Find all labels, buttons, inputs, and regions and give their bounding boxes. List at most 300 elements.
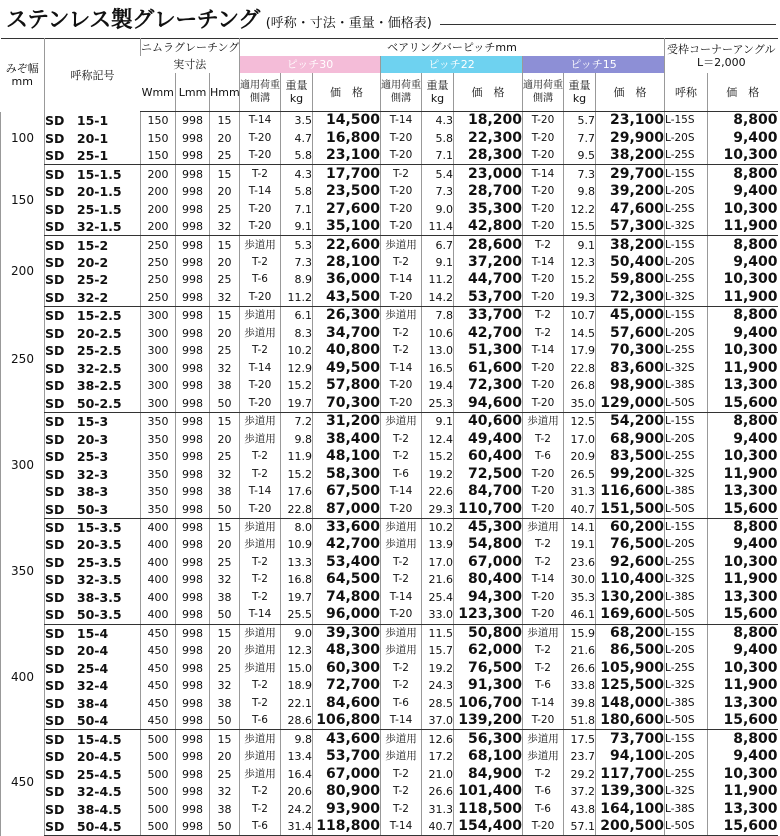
product-code-cell: SD 25-3 bbox=[45, 448, 141, 465]
table-row bbox=[1, 236, 778, 254]
price-pitch-15-cell: 57,300 bbox=[596, 218, 665, 236]
price-pitch-15-cell: 57,600 bbox=[596, 325, 665, 342]
load-pitch-22-cell: T-14 bbox=[381, 360, 422, 377]
weight-pitch-22-cell: 24.3 bbox=[422, 677, 454, 694]
length-mm-cell: 998 bbox=[176, 183, 210, 200]
load-pitch-30-cell: T-14 bbox=[240, 483, 281, 500]
header-weight-15: 重量 kg bbox=[564, 73, 596, 112]
price-pitch-15-cell: 45,000 bbox=[596, 307, 665, 325]
load-pitch-15-cell: T-14 bbox=[523, 254, 564, 271]
load-pitch-30-cell: T-20 bbox=[240, 377, 281, 394]
load-pitch-22-cell: T-20 bbox=[381, 289, 422, 307]
load-pitch-30-cell: 歩道用 bbox=[240, 642, 281, 659]
angle-price-cell: 11,900 bbox=[708, 218, 778, 236]
weight-pitch-22-cell: 13.0 bbox=[422, 342, 454, 359]
product-code-cell: SD 38-3.5 bbox=[45, 589, 141, 606]
height-mm-cell: 25 bbox=[210, 660, 240, 677]
height-mm-cell: 25 bbox=[210, 554, 240, 571]
weight-pitch-22-cell: 37.0 bbox=[422, 712, 454, 730]
weight-pitch-22-cell: 40.7 bbox=[422, 818, 454, 836]
price-pitch-30-cell: 28,100 bbox=[313, 254, 381, 271]
product-code-cell: SD 38-3 bbox=[45, 483, 141, 500]
length-mm-cell: 998 bbox=[176, 589, 210, 606]
weight-pitch-22-cell: 7.3 bbox=[422, 183, 454, 200]
price-pitch-22-cell: 118,500 bbox=[454, 800, 523, 817]
angle-name-cell: L-38S bbox=[665, 377, 708, 394]
load-pitch-22-cell: T-2 bbox=[381, 660, 422, 677]
product-code-cell: SD 32-4.5 bbox=[45, 783, 141, 800]
weight-pitch-22-cell: 10.6 bbox=[422, 325, 454, 342]
weight-pitch-15-cell: 26.6 bbox=[564, 660, 596, 677]
product-code-cell: SD 20-2 bbox=[45, 254, 141, 271]
product-code-cell: SD 25-1 bbox=[45, 147, 141, 165]
header-pitch-15: ピッチ15 bbox=[523, 56, 665, 73]
width-mm-cell: 150 bbox=[141, 147, 176, 165]
weight-pitch-30-cell: 9.1 bbox=[281, 218, 313, 236]
weight-pitch-30-cell: 9.0 bbox=[281, 624, 313, 642]
table-row bbox=[1, 412, 778, 430]
load-pitch-15-cell: T-2 bbox=[523, 536, 564, 553]
angle-price-cell: 8,800 bbox=[708, 624, 778, 642]
weight-pitch-15-cell: 26.8 bbox=[564, 377, 596, 394]
load-pitch-30-cell: T-14 bbox=[240, 606, 281, 624]
price-pitch-15-cell: 76,500 bbox=[596, 536, 665, 553]
load-pitch-15-cell: T-20 bbox=[523, 147, 564, 165]
load-pitch-30-cell: 歩道用 bbox=[240, 624, 281, 642]
load-pitch-30-cell: 歩道用 bbox=[240, 412, 281, 430]
load-pitch-22-cell: T-14 bbox=[381, 712, 422, 730]
angle-name-cell: L-32S bbox=[665, 289, 708, 307]
load-pitch-22-cell: T-20 bbox=[381, 200, 422, 217]
load-pitch-15-cell: T-2 bbox=[523, 236, 564, 254]
angle-price-cell: 15,600 bbox=[708, 606, 778, 624]
groove-width-cell: 450 bbox=[1, 730, 45, 836]
height-mm-cell: 20 bbox=[210, 430, 240, 447]
product-code-cell: SD 32-4 bbox=[45, 677, 141, 694]
width-mm-cell: 200 bbox=[141, 165, 176, 183]
height-mm-cell: 32 bbox=[210, 677, 240, 694]
weight-pitch-15-cell: 14.5 bbox=[564, 325, 596, 342]
length-mm-cell: 998 bbox=[176, 325, 210, 342]
load-pitch-30-cell: 歩道用 bbox=[240, 236, 281, 254]
weight-pitch-15-cell: 15.2 bbox=[564, 271, 596, 288]
width-mm-cell: 350 bbox=[141, 448, 176, 465]
table-row bbox=[1, 325, 778, 342]
load-pitch-30-cell: T-2 bbox=[240, 800, 281, 817]
weight-pitch-15-cell: 12.5 bbox=[564, 412, 596, 430]
height-mm-cell: 20 bbox=[210, 254, 240, 271]
price-pitch-15-cell: 54,200 bbox=[596, 412, 665, 430]
groove-width-cell: 400 bbox=[1, 624, 45, 730]
header-angle-name: 呼称 bbox=[665, 73, 708, 112]
price-pitch-22-cell: 68,100 bbox=[454, 748, 523, 765]
angle-name-cell: L-25S bbox=[665, 342, 708, 359]
weight-pitch-22-cell: 19.2 bbox=[422, 465, 454, 482]
weight-pitch-15-cell: 51.8 bbox=[564, 712, 596, 730]
load-pitch-15-cell: T-20 bbox=[523, 500, 564, 518]
weight-pitch-22-cell: 15.7 bbox=[422, 642, 454, 659]
price-pitch-22-cell: 23,000 bbox=[454, 165, 523, 183]
load-pitch-22-cell: T-14 bbox=[381, 818, 422, 836]
width-mm-cell: 450 bbox=[141, 624, 176, 642]
weight-pitch-30-cell: 9.8 bbox=[281, 430, 313, 447]
width-mm-cell: 150 bbox=[141, 129, 176, 146]
product-code-cell: SD 50-2.5 bbox=[45, 395, 141, 413]
price-pitch-30-cell: 93,900 bbox=[313, 800, 381, 817]
price-pitch-22-cell: 110,700 bbox=[454, 500, 523, 518]
weight-pitch-15-cell: 31.3 bbox=[564, 483, 596, 500]
load-pitch-22-cell: 歩道用 bbox=[381, 730, 422, 748]
width-mm-cell: 250 bbox=[141, 289, 176, 307]
height-mm-cell: 20 bbox=[210, 129, 240, 146]
angle-name-cell: L-15S bbox=[665, 236, 708, 254]
weight-pitch-30-cell: 16.8 bbox=[281, 571, 313, 588]
load-pitch-30-cell: T-14 bbox=[240, 360, 281, 377]
length-mm-cell: 998 bbox=[176, 360, 210, 377]
height-mm-cell: 50 bbox=[210, 606, 240, 624]
price-pitch-22-cell: 37,200 bbox=[454, 254, 523, 271]
weight-pitch-22-cell: 5.8 bbox=[422, 129, 454, 146]
table-row bbox=[1, 112, 778, 130]
height-mm-cell: 50 bbox=[210, 818, 240, 836]
length-mm-cell: 998 bbox=[176, 236, 210, 254]
height-mm-cell: 25 bbox=[210, 448, 240, 465]
width-mm-cell: 250 bbox=[141, 254, 176, 271]
length-mm-cell: 998 bbox=[176, 112, 210, 130]
header-wmm: Wmm bbox=[141, 73, 176, 112]
width-mm-cell: 500 bbox=[141, 783, 176, 800]
load-pitch-15-cell: T-20 bbox=[523, 818, 564, 836]
weight-pitch-15-cell: 12.3 bbox=[564, 254, 596, 271]
weight-pitch-15-cell: 35.0 bbox=[564, 395, 596, 413]
price-pitch-15-cell: 125,500 bbox=[596, 677, 665, 694]
price-pitch-15-cell: 92,600 bbox=[596, 554, 665, 571]
angle-price-cell: 15,600 bbox=[708, 818, 778, 836]
table-row bbox=[1, 554, 778, 571]
table-row bbox=[1, 660, 778, 677]
weight-pitch-22-cell: 7.8 bbox=[422, 307, 454, 325]
width-mm-cell: 350 bbox=[141, 465, 176, 482]
product-code-cell: SD 25-4.5 bbox=[45, 765, 141, 782]
angle-price-cell: 9,400 bbox=[708, 325, 778, 342]
weight-pitch-15-cell: 12.2 bbox=[564, 200, 596, 217]
load-pitch-22-cell: T-2 bbox=[381, 783, 422, 800]
length-mm-cell: 998 bbox=[176, 395, 210, 413]
price-pitch-15-cell: 59,800 bbox=[596, 271, 665, 288]
product-code-cell: SD 38-4 bbox=[45, 694, 141, 711]
load-pitch-15-cell: T-2 bbox=[523, 765, 564, 782]
angle-name-cell: L-20S bbox=[665, 642, 708, 659]
height-mm-cell: 15 bbox=[210, 165, 240, 183]
weight-pitch-30-cell: 11.2 bbox=[281, 289, 313, 307]
product-code-cell: SD 20-2.5 bbox=[45, 325, 141, 342]
weight-pitch-30-cell: 3.5 bbox=[281, 112, 313, 130]
price-pitch-15-cell: 38,200 bbox=[596, 147, 665, 165]
weight-pitch-22-cell: 21.6 bbox=[422, 571, 454, 588]
price-pitch-15-cell: 98,900 bbox=[596, 377, 665, 394]
weight-pitch-22-cell: 15.2 bbox=[422, 448, 454, 465]
table-row bbox=[1, 218, 778, 236]
table-row bbox=[1, 448, 778, 465]
width-mm-cell: 350 bbox=[141, 430, 176, 447]
angle-price-cell: 8,800 bbox=[708, 518, 778, 536]
weight-pitch-30-cell: 20.6 bbox=[281, 783, 313, 800]
load-pitch-22-cell: 歩道用 bbox=[381, 307, 422, 325]
weight-pitch-15-cell: 43.8 bbox=[564, 800, 596, 817]
load-pitch-30-cell: T-6 bbox=[240, 271, 281, 288]
price-pitch-22-cell: 35,300 bbox=[454, 200, 523, 217]
angle-name-cell: L-38S bbox=[665, 800, 708, 817]
height-mm-cell: 20 bbox=[210, 325, 240, 342]
weight-pitch-15-cell: 40.7 bbox=[564, 500, 596, 518]
price-pitch-30-cell: 31,200 bbox=[313, 412, 381, 430]
angle-name-cell: L-32S bbox=[665, 465, 708, 482]
price-pitch-30-cell: 17,700 bbox=[313, 165, 381, 183]
table-row bbox=[1, 360, 778, 377]
price-pitch-22-cell: 42,700 bbox=[454, 325, 523, 342]
load-pitch-30-cell: T-14 bbox=[240, 112, 281, 130]
load-pitch-22-cell: T-20 bbox=[381, 606, 422, 624]
angle-price-cell: 13,300 bbox=[708, 800, 778, 817]
angle-name-cell: L-38S bbox=[665, 483, 708, 500]
load-pitch-15-cell: T-20 bbox=[523, 112, 564, 130]
angle-name-cell: L-15S bbox=[665, 412, 708, 430]
height-mm-cell: 15 bbox=[210, 624, 240, 642]
width-mm-cell: 400 bbox=[141, 536, 176, 553]
weight-pitch-15-cell: 37.2 bbox=[564, 783, 596, 800]
angle-price-cell: 10,300 bbox=[708, 342, 778, 359]
angle-price-cell: 8,800 bbox=[708, 112, 778, 130]
product-code-cell: SD 20-4 bbox=[45, 642, 141, 659]
angle-price-cell: 11,900 bbox=[708, 360, 778, 377]
price-pitch-30-cell: 64,500 bbox=[313, 571, 381, 588]
angle-price-cell: 9,400 bbox=[708, 642, 778, 659]
load-pitch-15-cell: T-20 bbox=[523, 606, 564, 624]
width-mm-cell: 200 bbox=[141, 218, 176, 236]
weight-pitch-30-cell: 9.8 bbox=[281, 730, 313, 748]
price-pitch-22-cell: 45,300 bbox=[454, 518, 523, 536]
product-code-cell: SD 32-2.5 bbox=[45, 360, 141, 377]
load-pitch-30-cell: T-2 bbox=[240, 165, 281, 183]
product-code-cell: SD 50-3 bbox=[45, 500, 141, 518]
load-pitch-22-cell: T-6 bbox=[381, 465, 422, 482]
weight-pitch-30-cell: 8.9 bbox=[281, 271, 313, 288]
price-pitch-30-cell: 70,300 bbox=[313, 395, 381, 413]
length-mm-cell: 998 bbox=[176, 571, 210, 588]
price-pitch-15-cell: 23,100 bbox=[596, 112, 665, 130]
angle-name-cell: L-20S bbox=[665, 254, 708, 271]
weight-pitch-30-cell: 6.1 bbox=[281, 307, 313, 325]
weight-pitch-15-cell: 17.9 bbox=[564, 342, 596, 359]
weight-pitch-22-cell: 11.5 bbox=[422, 624, 454, 642]
price-pitch-15-cell: 68,900 bbox=[596, 430, 665, 447]
price-pitch-15-cell: 94,100 bbox=[596, 748, 665, 765]
height-mm-cell: 15 bbox=[210, 112, 240, 130]
table-row bbox=[1, 730, 778, 748]
table-header bbox=[1, 39, 778, 112]
weight-pitch-22-cell: 21.0 bbox=[422, 765, 454, 782]
weight-pitch-15-cell: 9.5 bbox=[564, 147, 596, 165]
header-price-22: 価 格 bbox=[454, 73, 523, 112]
angle-name-cell: L-25S bbox=[665, 765, 708, 782]
load-pitch-15-cell: T-20 bbox=[523, 183, 564, 200]
load-pitch-15-cell: T-6 bbox=[523, 677, 564, 694]
price-pitch-30-cell: 96,000 bbox=[313, 606, 381, 624]
load-pitch-30-cell: 歩道用 bbox=[240, 536, 281, 553]
angle-price-cell: 11,900 bbox=[708, 289, 778, 307]
table-row bbox=[1, 500, 778, 518]
width-mm-cell: 200 bbox=[141, 183, 176, 200]
price-pitch-30-cell: 34,700 bbox=[313, 325, 381, 342]
width-mm-cell: 400 bbox=[141, 554, 176, 571]
weight-pitch-30-cell: 12.9 bbox=[281, 360, 313, 377]
load-pitch-22-cell: T-2 bbox=[381, 800, 422, 817]
price-pitch-15-cell: 38,200 bbox=[596, 236, 665, 254]
table-row bbox=[1, 748, 778, 765]
grating-spec-table bbox=[0, 38, 778, 836]
weight-pitch-22-cell: 11.2 bbox=[422, 271, 454, 288]
price-pitch-15-cell: 50,400 bbox=[596, 254, 665, 271]
angle-name-cell: L-32S bbox=[665, 571, 708, 588]
load-pitch-30-cell: T-20 bbox=[240, 218, 281, 236]
price-pitch-22-cell: 60,400 bbox=[454, 448, 523, 465]
load-pitch-22-cell: T-20 bbox=[381, 218, 422, 236]
load-pitch-30-cell: T-20 bbox=[240, 500, 281, 518]
load-pitch-30-cell: T-2 bbox=[240, 554, 281, 571]
width-mm-cell: 500 bbox=[141, 748, 176, 765]
price-pitch-22-cell: 28,600 bbox=[454, 236, 523, 254]
load-pitch-15-cell: 歩道用 bbox=[523, 730, 564, 748]
length-mm-cell: 998 bbox=[176, 500, 210, 518]
length-mm-cell: 998 bbox=[176, 783, 210, 800]
price-pitch-30-cell: 23,100 bbox=[313, 147, 381, 165]
angle-price-cell: 9,400 bbox=[708, 430, 778, 447]
price-pitch-15-cell: 148,000 bbox=[596, 694, 665, 711]
weight-pitch-30-cell: 8.0 bbox=[281, 518, 313, 536]
angle-price-cell: 15,600 bbox=[708, 395, 778, 413]
load-pitch-15-cell: T-14 bbox=[523, 571, 564, 588]
price-pitch-30-cell: 74,800 bbox=[313, 589, 381, 606]
weight-pitch-30-cell: 25.5 bbox=[281, 606, 313, 624]
weight-pitch-30-cell: 13.4 bbox=[281, 748, 313, 765]
product-code-cell: SD 15-1 bbox=[45, 112, 141, 130]
height-mm-cell: 32 bbox=[210, 218, 240, 236]
price-pitch-30-cell: 33,600 bbox=[313, 518, 381, 536]
weight-pitch-22-cell: 28.5 bbox=[422, 694, 454, 711]
price-pitch-30-cell: 53,700 bbox=[313, 748, 381, 765]
page-subtitle: (呼称・寸法・重量・価格表) bbox=[265, 16, 432, 31]
load-pitch-30-cell: 歩道用 bbox=[240, 765, 281, 782]
price-pitch-30-cell: 43,500 bbox=[313, 289, 381, 307]
load-pitch-22-cell: T-20 bbox=[381, 395, 422, 413]
table-row bbox=[1, 183, 778, 200]
length-mm-cell: 998 bbox=[176, 730, 210, 748]
width-mm-cell: 450 bbox=[141, 642, 176, 659]
weight-pitch-30-cell: 24.2 bbox=[281, 800, 313, 817]
price-pitch-30-cell: 48,300 bbox=[313, 642, 381, 659]
groove-width-cell: 150 bbox=[1, 165, 45, 236]
width-mm-cell: 300 bbox=[141, 342, 176, 359]
weight-pitch-22-cell: 11.4 bbox=[422, 218, 454, 236]
weight-pitch-15-cell: 30.0 bbox=[564, 571, 596, 588]
angle-name-cell: L-20S bbox=[665, 748, 708, 765]
header-bearing-pitch: ベアリングバーピッチmm bbox=[240, 39, 665, 57]
product-code-cell: SD 32-2 bbox=[45, 289, 141, 307]
angle-price-cell: 10,300 bbox=[708, 554, 778, 571]
weight-pitch-30-cell: 5.8 bbox=[281, 147, 313, 165]
table-row bbox=[1, 342, 778, 359]
load-pitch-15-cell: T-2 bbox=[523, 554, 564, 571]
load-pitch-22-cell: T-2 bbox=[381, 554, 422, 571]
weight-pitch-22-cell: 19.4 bbox=[422, 377, 454, 394]
angle-price-cell: 8,800 bbox=[708, 730, 778, 748]
product-code-cell: SD 38-4.5 bbox=[45, 800, 141, 817]
angle-name-cell: L-15S bbox=[665, 165, 708, 183]
price-pitch-30-cell: 22,600 bbox=[313, 236, 381, 254]
price-pitch-22-cell: 54,800 bbox=[454, 536, 523, 553]
angle-price-cell: 13,300 bbox=[708, 377, 778, 394]
header-load-30: 適用荷重 側溝 bbox=[240, 73, 281, 112]
price-pitch-15-cell: 73,700 bbox=[596, 730, 665, 748]
weight-pitch-22-cell: 31.3 bbox=[422, 800, 454, 817]
load-pitch-22-cell: T-20 bbox=[381, 183, 422, 200]
load-pitch-30-cell: T-20 bbox=[240, 147, 281, 165]
price-pitch-22-cell: 62,000 bbox=[454, 642, 523, 659]
price-pitch-15-cell: 200,500 bbox=[596, 818, 665, 836]
load-pitch-22-cell: T-2 bbox=[381, 430, 422, 447]
weight-pitch-22-cell: 13.9 bbox=[422, 536, 454, 553]
weight-pitch-30-cell: 18.9 bbox=[281, 677, 313, 694]
weight-pitch-22-cell: 16.5 bbox=[422, 360, 454, 377]
width-mm-cell: 500 bbox=[141, 765, 176, 782]
table-row bbox=[1, 254, 778, 271]
height-mm-cell: 32 bbox=[210, 783, 240, 800]
table-row bbox=[1, 289, 778, 307]
load-pitch-22-cell: 歩道用 bbox=[381, 518, 422, 536]
load-pitch-30-cell: T-20 bbox=[240, 129, 281, 146]
load-pitch-22-cell: T-2 bbox=[381, 571, 422, 588]
weight-pitch-15-cell: 21.6 bbox=[564, 642, 596, 659]
header-nimura: ニムラグレーチング bbox=[141, 39, 240, 57]
angle-price-cell: 10,300 bbox=[708, 765, 778, 782]
table-row bbox=[1, 571, 778, 588]
weight-pitch-15-cell: 10.7 bbox=[564, 307, 596, 325]
length-mm-cell: 998 bbox=[176, 660, 210, 677]
load-pitch-22-cell: 歩道用 bbox=[381, 412, 422, 430]
width-mm-cell: 300 bbox=[141, 360, 176, 377]
load-pitch-15-cell: T-20 bbox=[523, 377, 564, 394]
length-mm-cell: 998 bbox=[176, 342, 210, 359]
weight-pitch-30-cell: 22.8 bbox=[281, 500, 313, 518]
product-code-cell: SD 20-1 bbox=[45, 129, 141, 146]
load-pitch-30-cell: T-2 bbox=[240, 783, 281, 800]
price-pitch-15-cell: 72,300 bbox=[596, 289, 665, 307]
weight-pitch-22-cell: 29.3 bbox=[422, 500, 454, 518]
weight-pitch-22-cell: 14.2 bbox=[422, 289, 454, 307]
price-pitch-15-cell: 83,500 bbox=[596, 448, 665, 465]
table-row bbox=[1, 536, 778, 553]
height-mm-cell: 38 bbox=[210, 800, 240, 817]
product-code-cell: SD 15-4.5 bbox=[45, 730, 141, 748]
weight-pitch-30-cell: 15.2 bbox=[281, 377, 313, 394]
weight-pitch-22-cell: 26.6 bbox=[422, 783, 454, 800]
height-mm-cell: 38 bbox=[210, 483, 240, 500]
price-pitch-30-cell: 53,400 bbox=[313, 554, 381, 571]
load-pitch-30-cell: T-2 bbox=[240, 589, 281, 606]
groove-width-cell: 350 bbox=[1, 518, 45, 624]
width-mm-cell: 350 bbox=[141, 500, 176, 518]
header-pitch-30: ピッチ30 bbox=[240, 56, 381, 73]
